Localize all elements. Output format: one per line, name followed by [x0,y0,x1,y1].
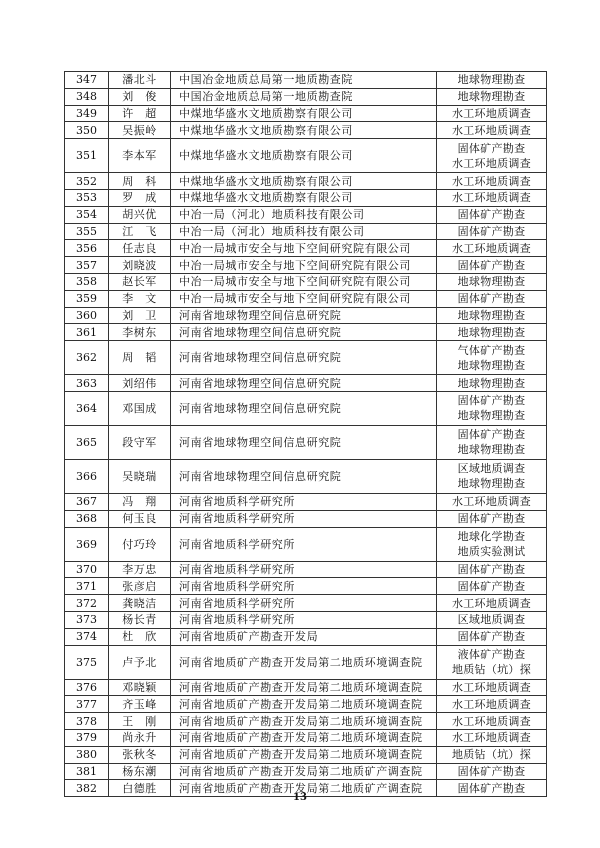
specialty: 固体矿产勘查 [457,224,526,238]
specialty: 液体矿产勘查 [457,648,526,662]
specialty-cell [437,307,547,324]
organization: 中煤地华盛水文地质勘察有限公司 [171,189,437,206]
specialty-cell [437,223,547,240]
specialty-cell [437,240,547,257]
specialty: 地球物理勘查 [457,409,526,423]
person-name: 付巧玲 [109,527,171,561]
row-number: 365 [65,425,109,459]
organization: 中冶一局城市安全与地下空间研究院有限公司 [171,273,437,290]
specialty: 气体矿产勘查 [457,343,526,357]
person-name: 刘晓波 [109,257,171,274]
organization: 中煤地华盛水文地质勘察有限公司 [171,139,437,173]
table-row [65,173,547,190]
table-row [65,290,547,307]
person-name: 卢予北 [109,645,171,679]
specialty: 水工环地质调查 [451,123,532,137]
table-row [65,628,547,645]
organization: 河南省地质科学研究所 [171,595,437,612]
row-number: 375 [65,645,109,679]
table-row [65,578,547,595]
organization: 河南省地球物理空间信息研究院 [171,324,437,341]
person-name: 杨东潮 [109,763,171,780]
specialty: 地球物理勘查 [457,90,526,104]
specialty: 固体矿产勘查 [457,258,526,272]
specialty-cell [437,645,547,679]
table-row [65,763,547,780]
row-number: 382 [65,780,109,797]
row-number: 350 [65,122,109,139]
specialty: 固体矿产勘查 [457,781,526,795]
specialty: 固体矿产勘查 [457,579,526,593]
row-number: 371 [65,578,109,595]
person-name: 邓晓颖 [109,679,171,696]
specialty: 区域地质调查 [457,613,526,627]
table-row [65,240,547,257]
person-name: 刘 俊 [109,88,171,105]
table-row [65,391,547,425]
specialty-cell [437,375,547,392]
row-number: 356 [65,240,109,257]
specialty: 水工环地质调查 [451,106,532,120]
page-number: 13 [293,792,307,803]
specialty: 固体矿产勘查 [457,630,526,644]
table-row [65,206,547,223]
row-number: 372 [65,595,109,612]
table-row [65,645,547,679]
organization: 中冶一局城市安全与地下空间研究院有限公司 [171,257,437,274]
organization: 河南省地质科学研究所 [171,527,437,561]
organization: 河南省地球物理空间信息研究院 [171,307,437,324]
specialty: 地质钻（坑）探 [451,748,532,762]
table-row [65,139,547,173]
specialty-cell [437,341,547,375]
row-number: 362 [65,341,109,375]
table-row [65,493,547,510]
specialty: 固体矿产勘查 [457,141,526,155]
person-name: 周 韬 [109,341,171,375]
person-name: 江 飞 [109,223,171,240]
specialty: 固体矿产勘查 [457,208,526,222]
specialty: 地球物理勘查 [457,376,526,390]
specialty-cell [437,510,547,527]
person-name: 罗 成 [109,189,171,206]
organization: 中冶一局（河北）地质科技有限公司 [171,206,437,223]
specialty: 地球物理勘查 [457,477,526,491]
person-name: 胡兴优 [109,206,171,223]
person-name: 许 超 [109,105,171,122]
specialty-cell [437,290,547,307]
row-number: 364 [65,391,109,425]
specialty: 地球物理勘查 [457,325,526,339]
table-row [65,273,547,290]
table-row [65,746,547,763]
organization: 河南省地质矿产勘查开发局 [171,628,437,645]
specialty-cell [437,122,547,139]
person-name: 周 科 [109,173,171,190]
table-row [65,341,547,375]
row-number: 363 [65,375,109,392]
organization: 河南省地球物理空间信息研究院 [171,341,437,375]
specialty-cell [437,391,547,425]
person-name: 尚永升 [109,729,171,746]
person-name: 李树东 [109,324,171,341]
table-row [65,679,547,696]
row-number: 354 [65,206,109,223]
organization: 河南省地质科学研究所 [171,561,437,578]
specialty-cell [437,679,547,696]
person-name: 齐玉峰 [109,696,171,713]
specialty-cell [437,139,547,173]
specialty: 地质钻（坑）探 [451,663,532,677]
organization: 中国冶金地质总局第一地质勘查院 [171,88,437,105]
table-row [65,561,547,578]
organization: 河南省地质矿产勘查开发局第二地质矿产调查院 [171,763,437,780]
row-number: 357 [65,257,109,274]
specialty-cell [437,206,547,223]
organization: 河南省地球物理空间信息研究院 [171,375,437,392]
specialty-cell [437,763,547,780]
specialty-cell [437,713,547,730]
specialty-cell [437,425,547,459]
person-name: 张彦启 [109,578,171,595]
table-row [65,696,547,713]
organization: 河南省地球物理空间信息研究院 [171,425,437,459]
organization: 河南省地球物理空间信息研究院 [171,459,437,493]
specialty-cell [437,561,547,578]
table-body [65,72,547,797]
row-number: 369 [65,527,109,561]
person-name: 张秋冬 [109,746,171,763]
organization: 河南省地质科学研究所 [171,611,437,628]
organization: 河南省地质矿产勘查开发局第二地质环境调查院 [171,713,437,730]
table-row [65,425,547,459]
organization: 中冶一局（河北）地质科技有限公司 [171,223,437,240]
row-number: 366 [65,459,109,493]
row-number: 367 [65,493,109,510]
table-row [65,307,547,324]
specialty: 水工环地质调查 [451,680,532,694]
person-name: 白德胜 [109,780,171,797]
organization: 河南省地质科学研究所 [171,510,437,527]
person-name: 潘北斗 [109,72,171,89]
specialty: 水工环地质调查 [451,174,532,188]
person-name: 任志良 [109,240,171,257]
organization: 河南省地质矿产勘查开发局第二地质环境调查院 [171,729,437,746]
organization: 中煤地华盛水文地质勘察有限公司 [171,122,437,139]
personnel-table [64,71,547,797]
table-row [65,105,547,122]
specialty-cell [437,105,547,122]
table-row [65,611,547,628]
table-row [65,459,547,493]
person-name: 龚晓洁 [109,595,171,612]
specialty: 水工环地质调查 [451,495,532,509]
specialty: 固体矿产勘查 [457,764,526,778]
table-row [65,713,547,730]
organization: 中煤地华盛水文地质勘察有限公司 [171,173,437,190]
specialty-cell [437,746,547,763]
organization: 河南省地质科学研究所 [171,578,437,595]
row-number: 378 [65,713,109,730]
specialty: 水工环地质调查 [451,241,532,255]
organization: 河南省地球物理空间信息研究院 [171,391,437,425]
table-row [65,324,547,341]
organization: 中国冶金地质总局第一地质勘查院 [171,72,437,89]
person-name: 刘绍伟 [109,375,171,392]
specialty: 地球物理勘查 [457,275,526,289]
specialty: 固体矿产勘查 [457,428,526,442]
person-name: 邓国成 [109,391,171,425]
person-name: 段守军 [109,425,171,459]
row-number: 379 [65,729,109,746]
specialty-cell [437,595,547,612]
specialty-cell [437,257,547,274]
specialty-cell [437,493,547,510]
specialty-cell [437,611,547,628]
row-number: 358 [65,273,109,290]
person-name: 冯 翔 [109,493,171,510]
organization: 河南省地质科学研究所 [171,493,437,510]
specialty: 水工环地质调查 [451,731,532,745]
organization: 中冶一局城市安全与地下空间研究院有限公司 [171,290,437,307]
specialty-cell [437,189,547,206]
specialty: 地球物理勘查 [457,73,526,87]
specialty: 水工环地质调查 [451,156,532,170]
row-number: 353 [65,189,109,206]
organization: 中冶一局城市安全与地下空间研究院有限公司 [171,240,437,257]
person-name: 杨长青 [109,611,171,628]
person-name: 王 刚 [109,713,171,730]
specialty-cell [437,324,547,341]
table-row [65,527,547,561]
row-number: 360 [65,307,109,324]
table-row [65,189,547,206]
specialty: 固体矿产勘查 [457,512,526,526]
specialty: 固体矿产勘查 [457,394,526,408]
person-name: 李万忠 [109,561,171,578]
specialty: 区域地质调查 [457,462,526,476]
person-name: 何玉良 [109,510,171,527]
specialty-cell [437,527,547,561]
specialty: 地球物理勘查 [457,308,526,322]
specialty: 地球化学勘查 [457,530,526,544]
person-name: 李 文 [109,290,171,307]
row-number: 352 [65,173,109,190]
row-number: 349 [65,105,109,122]
table-row [65,257,547,274]
table-row [65,595,547,612]
specialty: 固体矿产勘查 [457,292,526,306]
row-number: 348 [65,88,109,105]
specialty: 地球物理勘查 [457,443,526,457]
person-name: 吴振岭 [109,122,171,139]
specialty: 固体矿产勘查 [457,562,526,576]
specialty: 地质实验测试 [457,545,526,559]
row-number: 347 [65,72,109,89]
organization: 河南省地质矿产勘查开发局第二地质环境调查院 [171,696,437,713]
person-name: 赵长军 [109,273,171,290]
specialty: 地球物理勘查 [457,358,526,372]
specialty-cell [437,173,547,190]
table-row [65,88,547,105]
person-name: 李本军 [109,139,171,173]
specialty: 水工环地质调查 [451,714,532,728]
row-number: 370 [65,561,109,578]
specialty-cell [437,578,547,595]
person-name: 杜 欣 [109,628,171,645]
table-row [65,72,547,89]
organization: 河南省地质矿产勘查开发局第二地质环境调查院 [171,746,437,763]
organization: 中煤地华盛水文地质勘察有限公司 [171,105,437,122]
row-number: 355 [65,223,109,240]
specialty-cell [437,696,547,713]
row-number: 377 [65,696,109,713]
row-number: 373 [65,611,109,628]
specialty-cell [437,72,547,89]
organization: 河南省地质矿产勘查开发局第二地质环境调查院 [171,679,437,696]
row-number: 351 [65,139,109,173]
row-number: 361 [65,324,109,341]
table-row [65,510,547,527]
row-number: 376 [65,679,109,696]
row-number: 380 [65,746,109,763]
row-number: 368 [65,510,109,527]
row-number: 359 [65,290,109,307]
table-row [65,375,547,392]
specialty-cell [437,88,547,105]
specialty: 水工环地质调查 [451,697,532,711]
specialty-cell [437,729,547,746]
person-name: 吴晓瑞 [109,459,171,493]
organization: 河南省地质矿产勘查开发局第二地质环境调查院 [171,645,437,679]
specialty-cell [437,628,547,645]
row-number: 374 [65,628,109,645]
table-row [65,223,547,240]
specialty-cell [437,459,547,493]
person-name: 刘 卫 [109,307,171,324]
table-row [65,122,547,139]
table-row [65,729,547,746]
row-number: 381 [65,763,109,780]
specialty-cell [437,273,547,290]
specialty: 水工环地质调查 [451,191,532,205]
specialty: 水工环地质调查 [451,596,532,610]
organization: 河南省地质矿产勘查开发局第二地质矿产调查院 [171,780,437,797]
